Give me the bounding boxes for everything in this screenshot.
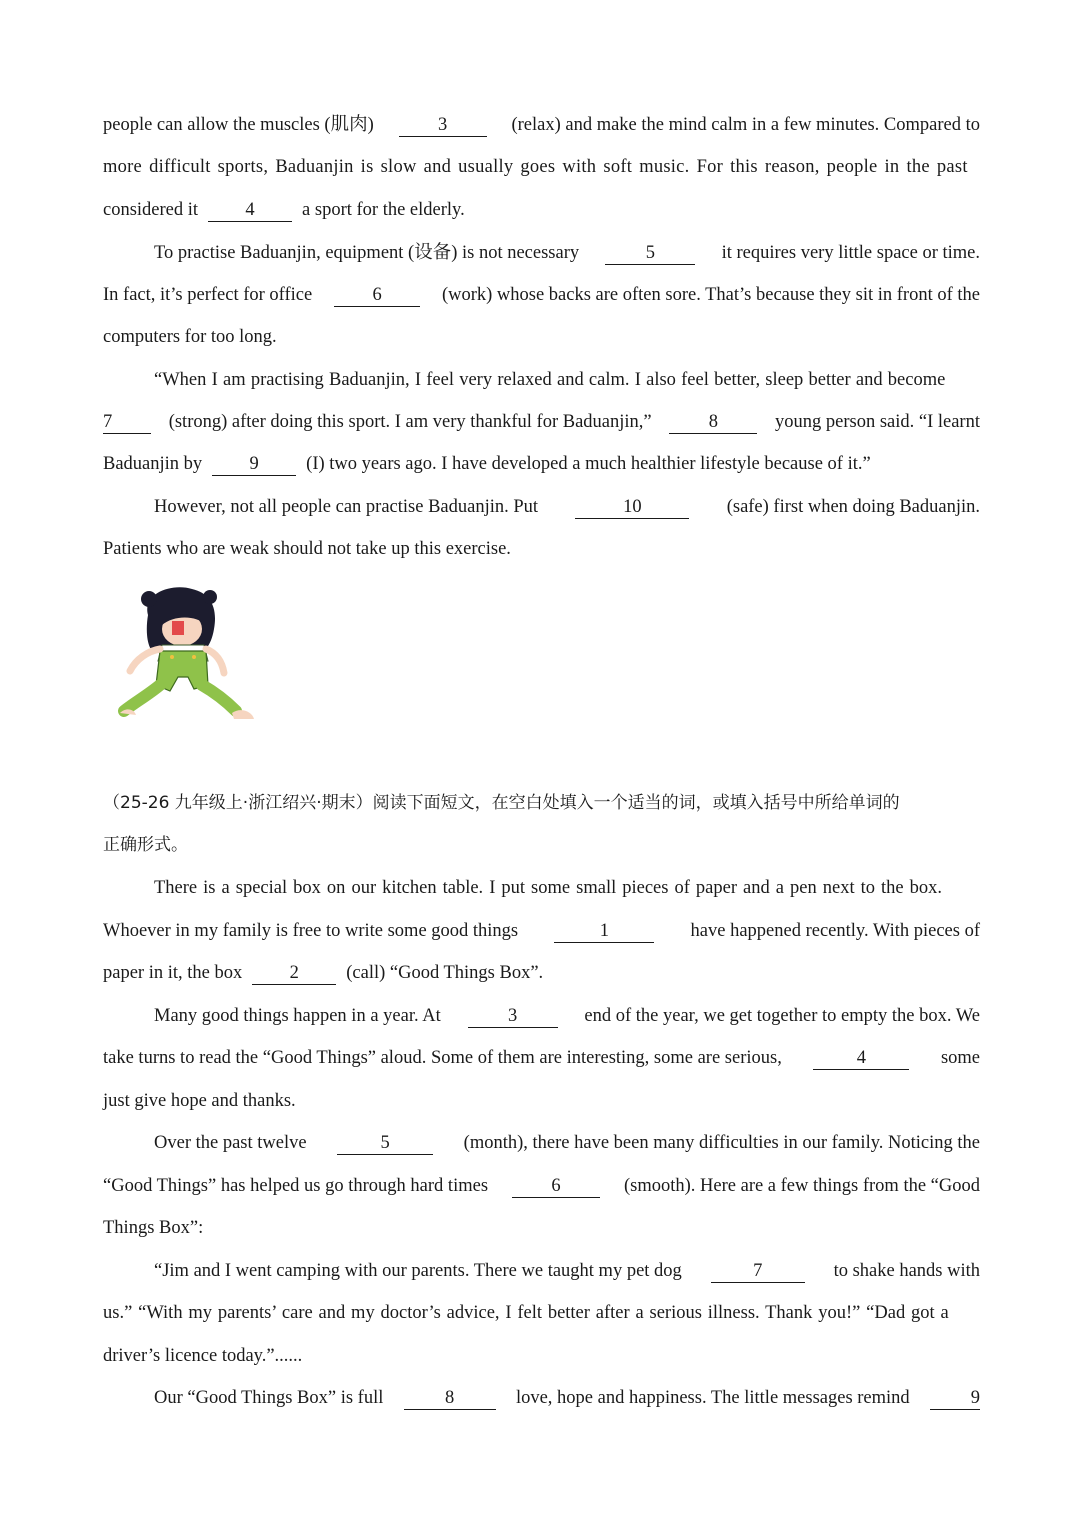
p1-line-9: [103, 449, 980, 479]
blank-6[interactable]: 6: [334, 284, 420, 307]
p1-line-11: [103, 534, 980, 564]
text: to shake hands with: [833, 1261, 980, 1281]
text: it requires very little space or time.: [721, 243, 980, 263]
text: us.” “With my parents’ care and my doctor’s advice, I felt better after a serious illness. Thank you!” “Dad got a: [103, 1303, 949, 1323]
blank-4b[interactable]: 4: [813, 1047, 909, 1070]
text: （25-26 九年级上·浙江绍兴·期末）阅读下面短文，在空白处填入一个适当的词，或填入括号中所给单词的: [103, 793, 900, 813]
text: (smooth). Here are a few things from the “Good: [623, 1176, 980, 1196]
blank-10[interactable]: 10: [575, 496, 689, 519]
text: Things Box”:: [103, 1218, 204, 1238]
blank-9b[interactable]: 9: [930, 1387, 980, 1410]
text: a sport for the elderly.: [302, 200, 465, 220]
baduanjin-girl-illustration: [112, 585, 260, 725]
text: Patients who are weak should not take up this exercise.: [103, 539, 511, 559]
text: (work) whose backs are often sore. That’s because they sit in front of the: [441, 285, 980, 305]
text: more difficult sports, Baduanjin is slow and usually goes with soft music. For this reason, people in the past: [103, 157, 968, 177]
text: (month), there have been many difficulties in our family. Noticing the: [463, 1133, 980, 1153]
text: Many good things happen in a year. At: [154, 1006, 441, 1026]
p1-line-6: [103, 322, 980, 352]
text: “When I am practising Baduanjin, I feel very relaxed and calm. I also feel better, sleep better and become: [154, 370, 946, 390]
text: end of the year, we get together to empty the box. We: [584, 1006, 980, 1026]
text: paper in it, the box: [103, 963, 243, 983]
p2-line-3: [103, 958, 980, 988]
blank-3[interactable]: 3: [399, 114, 487, 137]
text: (strong) after doing this sport. I am very thankful for Baduanjin,”: [168, 412, 652, 432]
text: However, not all people can practise Baduanjin. Put: [154, 497, 539, 517]
p2-line-11: [103, 1298, 980, 1328]
p2-line-4: [154, 1001, 980, 1031]
p2-line-8: [103, 1171, 980, 1201]
p2-line-13: [154, 1383, 980, 1413]
blank-6b[interactable]: 6: [512, 1175, 600, 1198]
text: some: [940, 1048, 980, 1068]
blank-5b[interactable]: 5: [337, 1132, 433, 1155]
question-instruction: [103, 788, 980, 818]
p2-line-10: [154, 1256, 980, 1286]
blank-8[interactable]: 8: [669, 411, 757, 434]
text: Baduanjin by: [103, 454, 203, 474]
p1-line-4: [154, 238, 980, 268]
text: “Good Things” has helped us go through hard times: [103, 1176, 489, 1196]
text: In fact, it’s perfect for office: [103, 285, 313, 305]
p2-line-5: [103, 1043, 980, 1073]
blank-8b[interactable]: 8: [404, 1387, 496, 1410]
text: people can allow the muscles (肌肉): [103, 115, 374, 135]
text: Over the past twelve: [154, 1133, 307, 1153]
question-instruction-cont: [103, 830, 980, 860]
p1-line-10: [154, 492, 980, 522]
text: young person said. “I learnt: [775, 412, 980, 432]
p1-line-1: [103, 110, 980, 140]
p2-line-6: [103, 1086, 980, 1116]
text: driver’s licence today.”......: [103, 1346, 303, 1366]
text: love, hope and happiness. The little messages remind: [515, 1388, 910, 1408]
p1-line-7: [154, 365, 980, 395]
p2-line-2: [103, 916, 980, 946]
p1-line-8: [103, 407, 980, 437]
p2-line-1: [154, 873, 980, 903]
blank-7[interactable]: 7: [103, 411, 151, 434]
text: take turns to read the “Good Things” aloud. Some of them are interesting, some are serious,: [103, 1048, 782, 1068]
blank-5[interactable]: 5: [605, 242, 695, 265]
p1-line-3: [103, 195, 980, 225]
blank-4[interactable]: 4: [208, 199, 292, 222]
p1-line-2: [103, 152, 980, 182]
text: There is a special box on our kitchen table. I put some small pieces of paper and a pen next to the box.: [154, 878, 943, 898]
text: considered it: [103, 200, 199, 220]
blank-1[interactable]: 1: [554, 920, 654, 943]
text: Whoever in my family is free to write some good things: [103, 921, 519, 941]
text: 正确形式。: [103, 835, 188, 855]
blank-2[interactable]: 2: [252, 962, 336, 985]
text: (call) “Good Things Box”.: [346, 963, 544, 983]
blank-7b[interactable]: 7: [711, 1260, 805, 1283]
text: (relax) and make the mind calm in a few minutes. Compared to: [511, 115, 980, 135]
blank-3b[interactable]: 3: [468, 1005, 558, 1028]
text: Our “Good Things Box” is full: [154, 1388, 384, 1408]
text: To practise Baduanjin, equipment (设备) is not necessary: [154, 243, 580, 263]
text: (I) two years ago. I have developed a much healthier lifestyle because of it.”: [306, 454, 871, 474]
p2-line-7: [154, 1128, 980, 1158]
text: have happened recently. With pieces of: [690, 921, 980, 941]
p2-line-9: [103, 1213, 980, 1243]
p2-line-12: [103, 1341, 980, 1371]
text: just give hope and thanks.: [103, 1091, 296, 1111]
text: computers for too long.: [103, 327, 277, 347]
text: “Jim and I went camping with our parents. There we taught my pet dog: [154, 1261, 682, 1281]
p1-line-5: [103, 280, 980, 310]
text: (safe) first when doing Baduanjin.: [726, 497, 980, 517]
blank-9[interactable]: 9: [212, 453, 296, 476]
